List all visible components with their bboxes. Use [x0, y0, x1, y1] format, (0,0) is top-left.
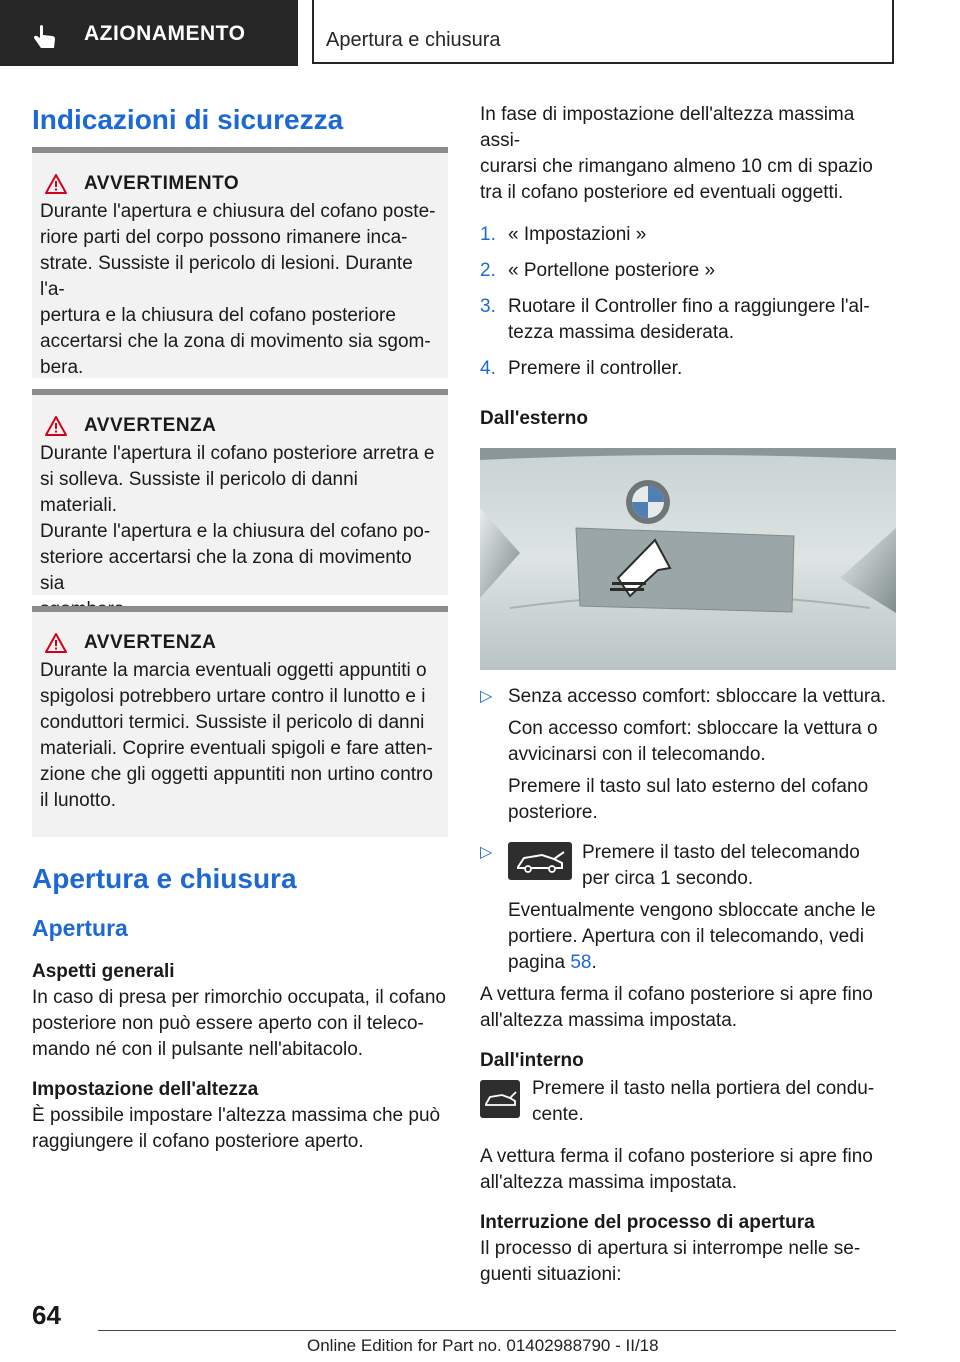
inside-heading: Dall'interno — [480, 1050, 584, 1071]
warning-title: AVVERTENZA — [84, 415, 217, 436]
general-heading: Aspetti generali — [32, 961, 175, 982]
section-tab — [0, 0, 298, 66]
tailgate-remote-button-icon — [508, 842, 572, 880]
right-column — [480, 96, 896, 1288]
inside-item: Premere il tasto nella portiera del condu- cente. — [480, 1076, 896, 1128]
hand-press-icon — [32, 24, 58, 50]
door-tailgate-button-icon — [480, 1080, 520, 1118]
edition-text: Online Edition for Part no. 01402988790 - II/18 — [307, 1336, 659, 1355]
after2-paragraph: A vettura ferma il cofano posteriore si apre fino all'altezza massima impostata. — [480, 1146, 873, 1193]
warning-text: Durante l'apertura e chiusura del cofano poste- riore parti del corpo possono rimanere inca- strate. Sussiste il pericolo di lesioni. Durante l'a- pertura e la chiusura del cofano posteriore accertarsi che la zona di movimento sia sgom- bera. — [40, 201, 436, 378]
chapter-tab — [312, 0, 894, 64]
list-item: 3. Ruotare il Controller fino a raggiungere l'al- tezza massima desiderata. — [480, 296, 870, 343]
open-close-heading: Apertura e chiusura — [32, 863, 297, 894]
height-paragraph: È possibile impostare l'altezza massima che può raggiungere il cofano posteriore aperto. — [32, 1105, 441, 1152]
after-paragraph: A vettura ferma il cofano posteriore si apre fino all'altezza massima impostata. — [480, 984, 873, 1031]
list-item: 2. « Portellone posteriore » — [480, 260, 716, 281]
section-title: AZIONAMENTO — [84, 22, 246, 45]
warning-title: AVVERTENZA — [84, 632, 217, 653]
outside-heading: Dall'esterno — [480, 408, 588, 429]
list-item: 4. Premere il controller. — [480, 358, 683, 379]
safety-heading: Indicazioni di sicurezza — [32, 104, 344, 135]
bullet-marker: ▷ — [480, 688, 493, 705]
interrupt-paragraph: Il processo di apertura si interrompe nelle se- guenti situazioni: — [480, 1238, 861, 1285]
list-item: 1. « Impostazioni » — [480, 224, 647, 245]
left-column — [32, 96, 448, 1155]
warning-triangle-icon — [44, 173, 68, 195]
chapter-title: Apertura e chiusura — [326, 29, 501, 51]
bullet-item: ▷ Premere il tasto del telecomando per circa 1 secondo. Eventualmente vengono sbloccate anche le portiere. Apertura con il telecomando, vedi pagina 58. — [480, 842, 876, 973]
general-paragraph: In caso di presa per rimorchio occupata, il cofano posteriore non può essere aperto con il teleco- mando né con il pulsante nell'abitacolo. — [32, 987, 446, 1060]
footer-divider — [98, 1330, 896, 1331]
warning-box-1 — [32, 147, 448, 378]
warning-text: Durante l'apertura il cofano posteriore arretra e si solleva. Sussiste il pericolo di danni materiali. Durante l'apertura e la chiusura del cofano po- steriore accertarsi che la zona di movimento sia — [40, 443, 435, 594]
intro-paragraph: In fase di impostazione dell'altezza massima assi- curarsi che rimangano almeno 10 cm di spazio tra il cofano posteriore ed eventuali oggetti. — [480, 104, 873, 203]
warning-triangle-icon — [44, 415, 68, 437]
steps-list — [480, 222, 896, 382]
bullet-marker: ▷ — [480, 844, 493, 861]
height-heading: Impostazione dell'altezza — [32, 1079, 259, 1100]
page-link[interactable]: 58 — [570, 952, 592, 973]
tailgate-photo — [480, 448, 896, 670]
opening-heading: Apertura — [32, 915, 128, 941]
warning-text: Durante la marcia eventuali oggetti appuntiti o spigolosi potrebbero urtare contro il lunotto e i conduttori termici. Sussiste il pericolo di danni materiali. Coprire eventuali spigoli e fare atten- zione che gli oggetti appuntiti non urtino contro il lunotto. — [40, 660, 433, 811]
interrupt-heading: Interruzione del processo di apertura — [480, 1212, 815, 1233]
page-header — [0, 0, 960, 66]
warning-triangle-icon — [44, 632, 68, 654]
warning-title: AVVERTIMENTO — [84, 173, 240, 194]
warning-box-3 — [32, 606, 448, 837]
page-number: 64 — [32, 1300, 61, 1330]
warning-box-2 — [32, 389, 448, 595]
bullet-item: ▷ Senza accesso comfort: sbloccare la vettura. Con accesso comfort: sbloccare la vettura o avvicinarsi con il telecomando. Premere il tasto sul lato esterno del cofano posteriore. — [480, 686, 887, 823]
